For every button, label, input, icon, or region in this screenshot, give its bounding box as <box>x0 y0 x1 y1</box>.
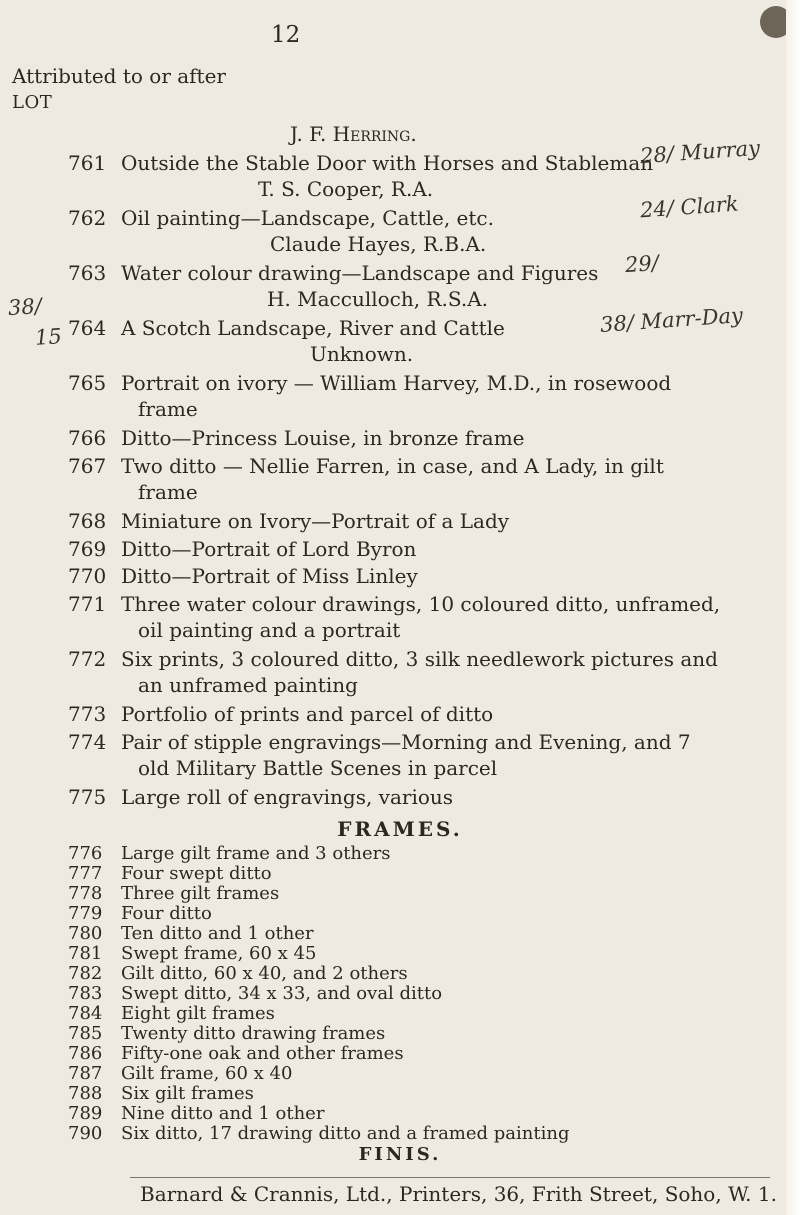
lot-description-cont: frame <box>138 480 198 504</box>
artist-unknown: Unknown. <box>310 342 414 366</box>
lot-description: Eight gilt frames <box>121 1003 275 1024</box>
lot-description: Twenty ditto drawing frames <box>121 1023 386 1044</box>
lot-number: 779 <box>68 903 103 924</box>
handwritten-price-765: 38/ <box>7 293 43 321</box>
artist-herring: J. F. Herring. <box>290 122 417 146</box>
lot-number: 768 <box>68 509 107 533</box>
lot-number: 772 <box>68 647 107 671</box>
lot-column-header: LOT <box>12 92 53 113</box>
page-edge <box>786 0 800 1215</box>
lot-description: Pair of stipple engravings—Morning and Evening, and 7 <box>121 730 691 754</box>
lot-description: Fifty-one oak and other frames <box>121 1043 404 1064</box>
lot-number: 775 <box>68 785 107 809</box>
lot-description: Ditto—Portrait of Lord Byron <box>121 537 417 561</box>
lot-description: Outside the Stable Door with Horses and Stableman <box>121 151 654 175</box>
lot-description: Swept frame, 60 x 45 <box>121 943 317 964</box>
lot-number: 787 <box>68 1063 103 1084</box>
lot-number: 770 <box>68 564 107 588</box>
lot-description: Three gilt frames <box>121 883 280 904</box>
lot-description: Gilt frame, 60 x 40 <box>121 1063 293 1084</box>
handwritten-mark-765: 15 <box>34 324 63 350</box>
section-heading-frames: FRAMES. <box>337 817 463 841</box>
lot-number: 790 <box>68 1123 103 1144</box>
lot-number: 783 <box>68 983 103 1004</box>
printer-imprint: Barnard & Crannis, Ltd., Printers, 36, Frith Street, Soho, W. 1. <box>140 1182 777 1206</box>
lot-number: 789 <box>68 1103 103 1124</box>
lot-number: 767 <box>68 454 107 478</box>
handwritten-price-764: 38/ Marr-Day <box>599 303 744 337</box>
lot-number: 786 <box>68 1043 103 1064</box>
lot-number: 761 <box>68 151 107 175</box>
lot-description: Two ditto — Nellie Farren, in case, and A Lady, in gilt <box>121 454 664 478</box>
lot-description: Gilt ditto, 60 x 40, and 2 others <box>121 963 408 984</box>
lot-number: 785 <box>68 1023 103 1044</box>
lot-number: 778 <box>68 883 103 904</box>
finis-heading: FINIS. <box>358 1144 442 1165</box>
lot-number: 774 <box>68 730 107 754</box>
attribution-heading: Attributed to or after <box>12 64 226 88</box>
lot-number: 777 <box>68 863 103 884</box>
lot-number: 762 <box>68 206 107 230</box>
lot-number: 764 <box>68 316 107 340</box>
lot-description: Nine ditto and 1 other <box>121 1103 325 1124</box>
page-number: 12 <box>271 22 301 48</box>
lot-description: Six prints, 3 coloured ditto, 3 silk needlework pictures and <box>121 647 718 671</box>
artist-macculloch: H. Macculloch, R.S.A. <box>267 287 489 311</box>
lot-description: Four ditto <box>121 903 212 924</box>
lot-number: 780 <box>68 923 103 944</box>
lot-description-cont: oil painting and a portrait <box>138 618 401 642</box>
artist-cooper: T. S. Cooper, R.A. <box>258 177 434 201</box>
handwritten-price-762: 24/ Clark <box>639 191 740 223</box>
lot-number: 782 <box>68 963 103 984</box>
lot-number: 765 <box>68 371 107 395</box>
lot-number: 776 <box>68 843 103 864</box>
lot-number: 781 <box>68 943 103 964</box>
artist-hayes: Claude Hayes, R.B.A. <box>270 232 487 256</box>
lot-description-cont: old Military Battle Scenes in parcel <box>138 756 498 780</box>
lot-number: 773 <box>68 702 107 726</box>
lot-description: Water colour drawing—Landscape and Figures <box>121 261 599 285</box>
lot-number: 763 <box>68 261 107 285</box>
lot-description: Large roll of engravings, various <box>121 785 454 809</box>
lot-description: Four swept ditto <box>121 863 272 884</box>
lot-number: 784 <box>68 1003 103 1024</box>
lot-number: 771 <box>68 592 107 616</box>
lot-description: Three water colour drawings, 10 coloured ditto, unframed, <box>121 592 721 616</box>
lot-number: 788 <box>68 1083 103 1104</box>
handwritten-price-763: 29/ <box>624 250 660 278</box>
handwritten-price-761: 28/ Murray <box>639 135 761 169</box>
lot-description: Miniature on Ivory—Portrait of a Lady <box>121 509 510 533</box>
lot-description: Six ditto, 17 drawing ditto and a framed painting <box>121 1123 570 1144</box>
lot-number: 769 <box>68 537 107 561</box>
lot-description: Portrait on ivory — William Harvey, M.D., in rosewood <box>121 371 672 395</box>
footer-rule <box>130 1177 770 1178</box>
lot-description: Swept ditto, 34 x 33, and oval ditto <box>121 983 443 1004</box>
lot-description: Portfolio of prints and parcel of ditto <box>121 702 494 726</box>
lot-description-cont: frame <box>138 397 198 421</box>
lot-description: Ditto—Princess Louise, in bronze frame <box>121 426 525 450</box>
lot-description: Ditto—Portrait of Miss Linley <box>121 564 418 588</box>
lot-description: Large gilt frame and 3 others <box>121 843 391 864</box>
lot-description: A Scotch Landscape, River and Cattle <box>121 316 505 340</box>
lot-number: 766 <box>68 426 107 450</box>
lot-description: Oil painting—Landscape, Cattle, etc. <box>121 206 494 230</box>
lot-description: Six gilt frames <box>121 1083 254 1104</box>
lot-description: Ten ditto and 1 other <box>121 923 314 944</box>
lot-description-cont: an unframed painting <box>138 673 358 697</box>
